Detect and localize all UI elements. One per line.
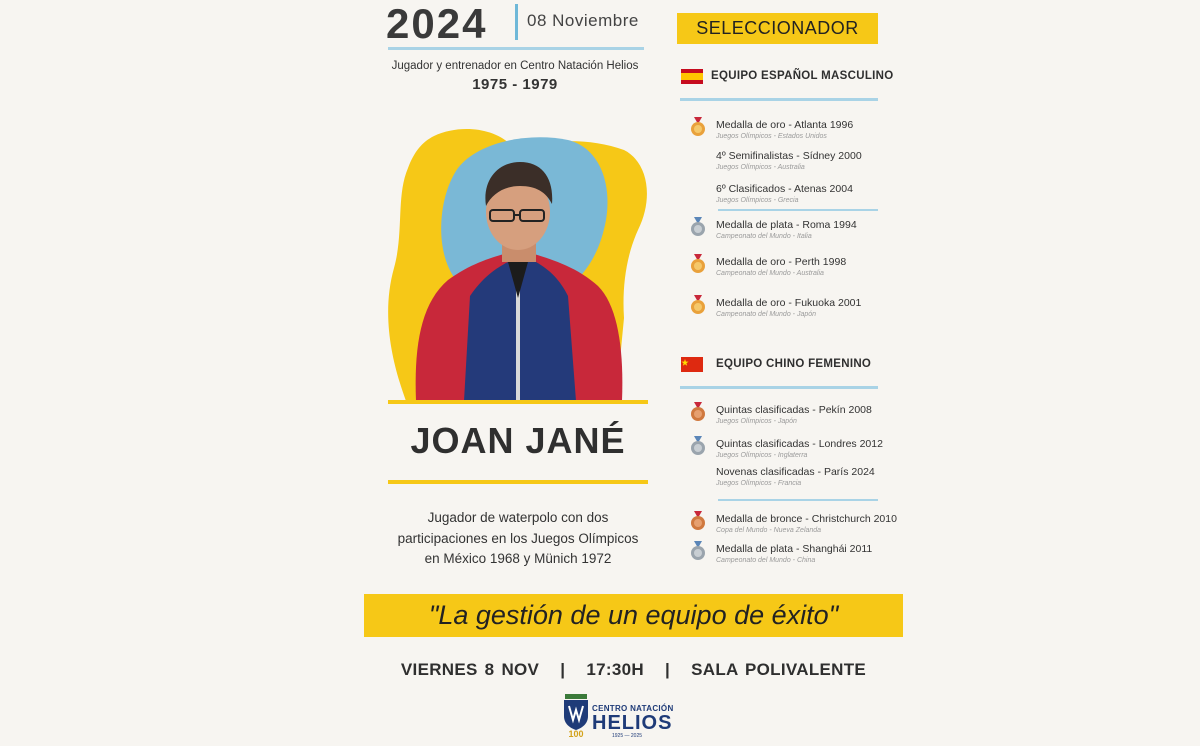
result-title: Medalla de oro - Atlanta 1996 [716, 119, 854, 131]
name-bar-top [388, 400, 648, 404]
result-subtitle: Juegos Olímpicos - Japón [716, 418, 797, 425]
bio-line: Jugador de waterpolo con dos [427, 510, 609, 525]
result-subtitle: Juegos Olímpicos - Australia [716, 164, 805, 171]
result-item [716, 219, 857, 240]
person-name: JOAN JANÉ [410, 420, 626, 461]
result-title: Quintas clasificadas - Londres 2012 [716, 438, 883, 450]
talk-title: "La gestión de un equipo de éxito" [364, 594, 903, 637]
career-years: 1975 - 1979 [472, 76, 558, 93]
event-details: VIERNES 8 NOV | 17:30H | SALA POLIVALENTE [400, 660, 867, 679]
career-role: Jugador y entrenador en Centro Natación Helios [391, 60, 639, 72]
result-item [716, 466, 875, 487]
result-title: 6º Clasificados - Atenas 2004 [716, 183, 853, 195]
result-subtitle: Juegos Olímpicos - Inglaterra [716, 452, 808, 459]
result-title: 4º Semifinalistas - Sídney 2000 [716, 150, 862, 162]
result-item [716, 183, 853, 204]
result-title: Medalla de oro - Fukuoka 2001 [716, 297, 862, 309]
result-item [716, 513, 897, 534]
crest-number: 100 [568, 729, 584, 738]
year: 2024 [386, 0, 488, 47]
result-item [716, 404, 872, 425]
helios-crest-icon [562, 694, 590, 738]
spain-flag-icon [681, 69, 703, 84]
result-item [716, 150, 862, 171]
logo-name: HELIOS [592, 712, 673, 734]
bio-text [380, 508, 656, 570]
bronze-medal-icon [689, 402, 707, 422]
bronze-medal-icon [689, 511, 707, 531]
bio-line: en México 1968 y Münich 1972 [424, 551, 612, 566]
team-rule [680, 98, 878, 101]
section-rule [718, 209, 878, 211]
coach-badge: SELECCIONADOR [677, 13, 878, 44]
name-bar-bottom [388, 480, 648, 484]
team-title-china: EQUIPO CHINO FEMENINO [716, 358, 872, 370]
result-subtitle: Campeonato del Mundo - Japón [716, 311, 817, 318]
logo-years: 1925 — 2025 [612, 733, 643, 739]
result-subtitle: Campeonato del Mundo - Italia [716, 233, 812, 240]
result-subtitle: Campeonato del Mundo - Australia [716, 270, 824, 277]
result-subtitle: Copa del Mundo - Nueva Zelanda [716, 527, 822, 534]
result-item [716, 119, 853, 140]
gold-medal-icon [689, 254, 707, 274]
silver-medal-icon [689, 541, 707, 561]
result-item [716, 438, 883, 459]
result-subtitle: Juegos Olímpicos - Grecia [716, 197, 799, 204]
logo-small-text: CENTRO NATACIÓN [592, 704, 674, 713]
header-rule [388, 47, 644, 50]
team-title-spain: EQUIPO ESPAÑOL MASCULINO [711, 70, 894, 82]
result-item [716, 543, 872, 564]
result-title: Quintas clasificadas - Pekín 2008 [716, 404, 872, 416]
event-date: 08 Noviembre [527, 11, 639, 30]
bio-line: participaciones en los Juegos Olímpicos [397, 530, 639, 546]
portrait-image [386, 128, 650, 401]
result-subtitle: Juegos Olímpicos - Francia [716, 480, 802, 487]
result-title: Medalla de plata - Roma 1994 [716, 219, 857, 231]
section-rule [718, 499, 878, 501]
team-rule [680, 386, 878, 389]
result-subtitle: Juegos Olímpicos - Estados Unidos [716, 133, 827, 140]
year-divider [515, 4, 518, 40]
result-subtitle: Campeonato del Mundo - China [716, 557, 816, 564]
gold-medal-icon [689, 117, 707, 137]
china-flag-icon [681, 357, 703, 372]
result-item [716, 297, 861, 318]
result-title: Medalla de plata - Shanghái 2011 [716, 543, 873, 555]
gold-medal-icon [689, 295, 707, 315]
result-title: Medalla de bronce - Christchurch 2010 [716, 513, 897, 525]
result-title: Novenas clasificadas - París 2024 [716, 466, 875, 478]
silver-medal-icon [689, 217, 707, 237]
result-title: Medalla de oro - Perth 1998 [716, 256, 847, 268]
silver-medal-icon [689, 436, 707, 456]
result-item [716, 256, 846, 277]
